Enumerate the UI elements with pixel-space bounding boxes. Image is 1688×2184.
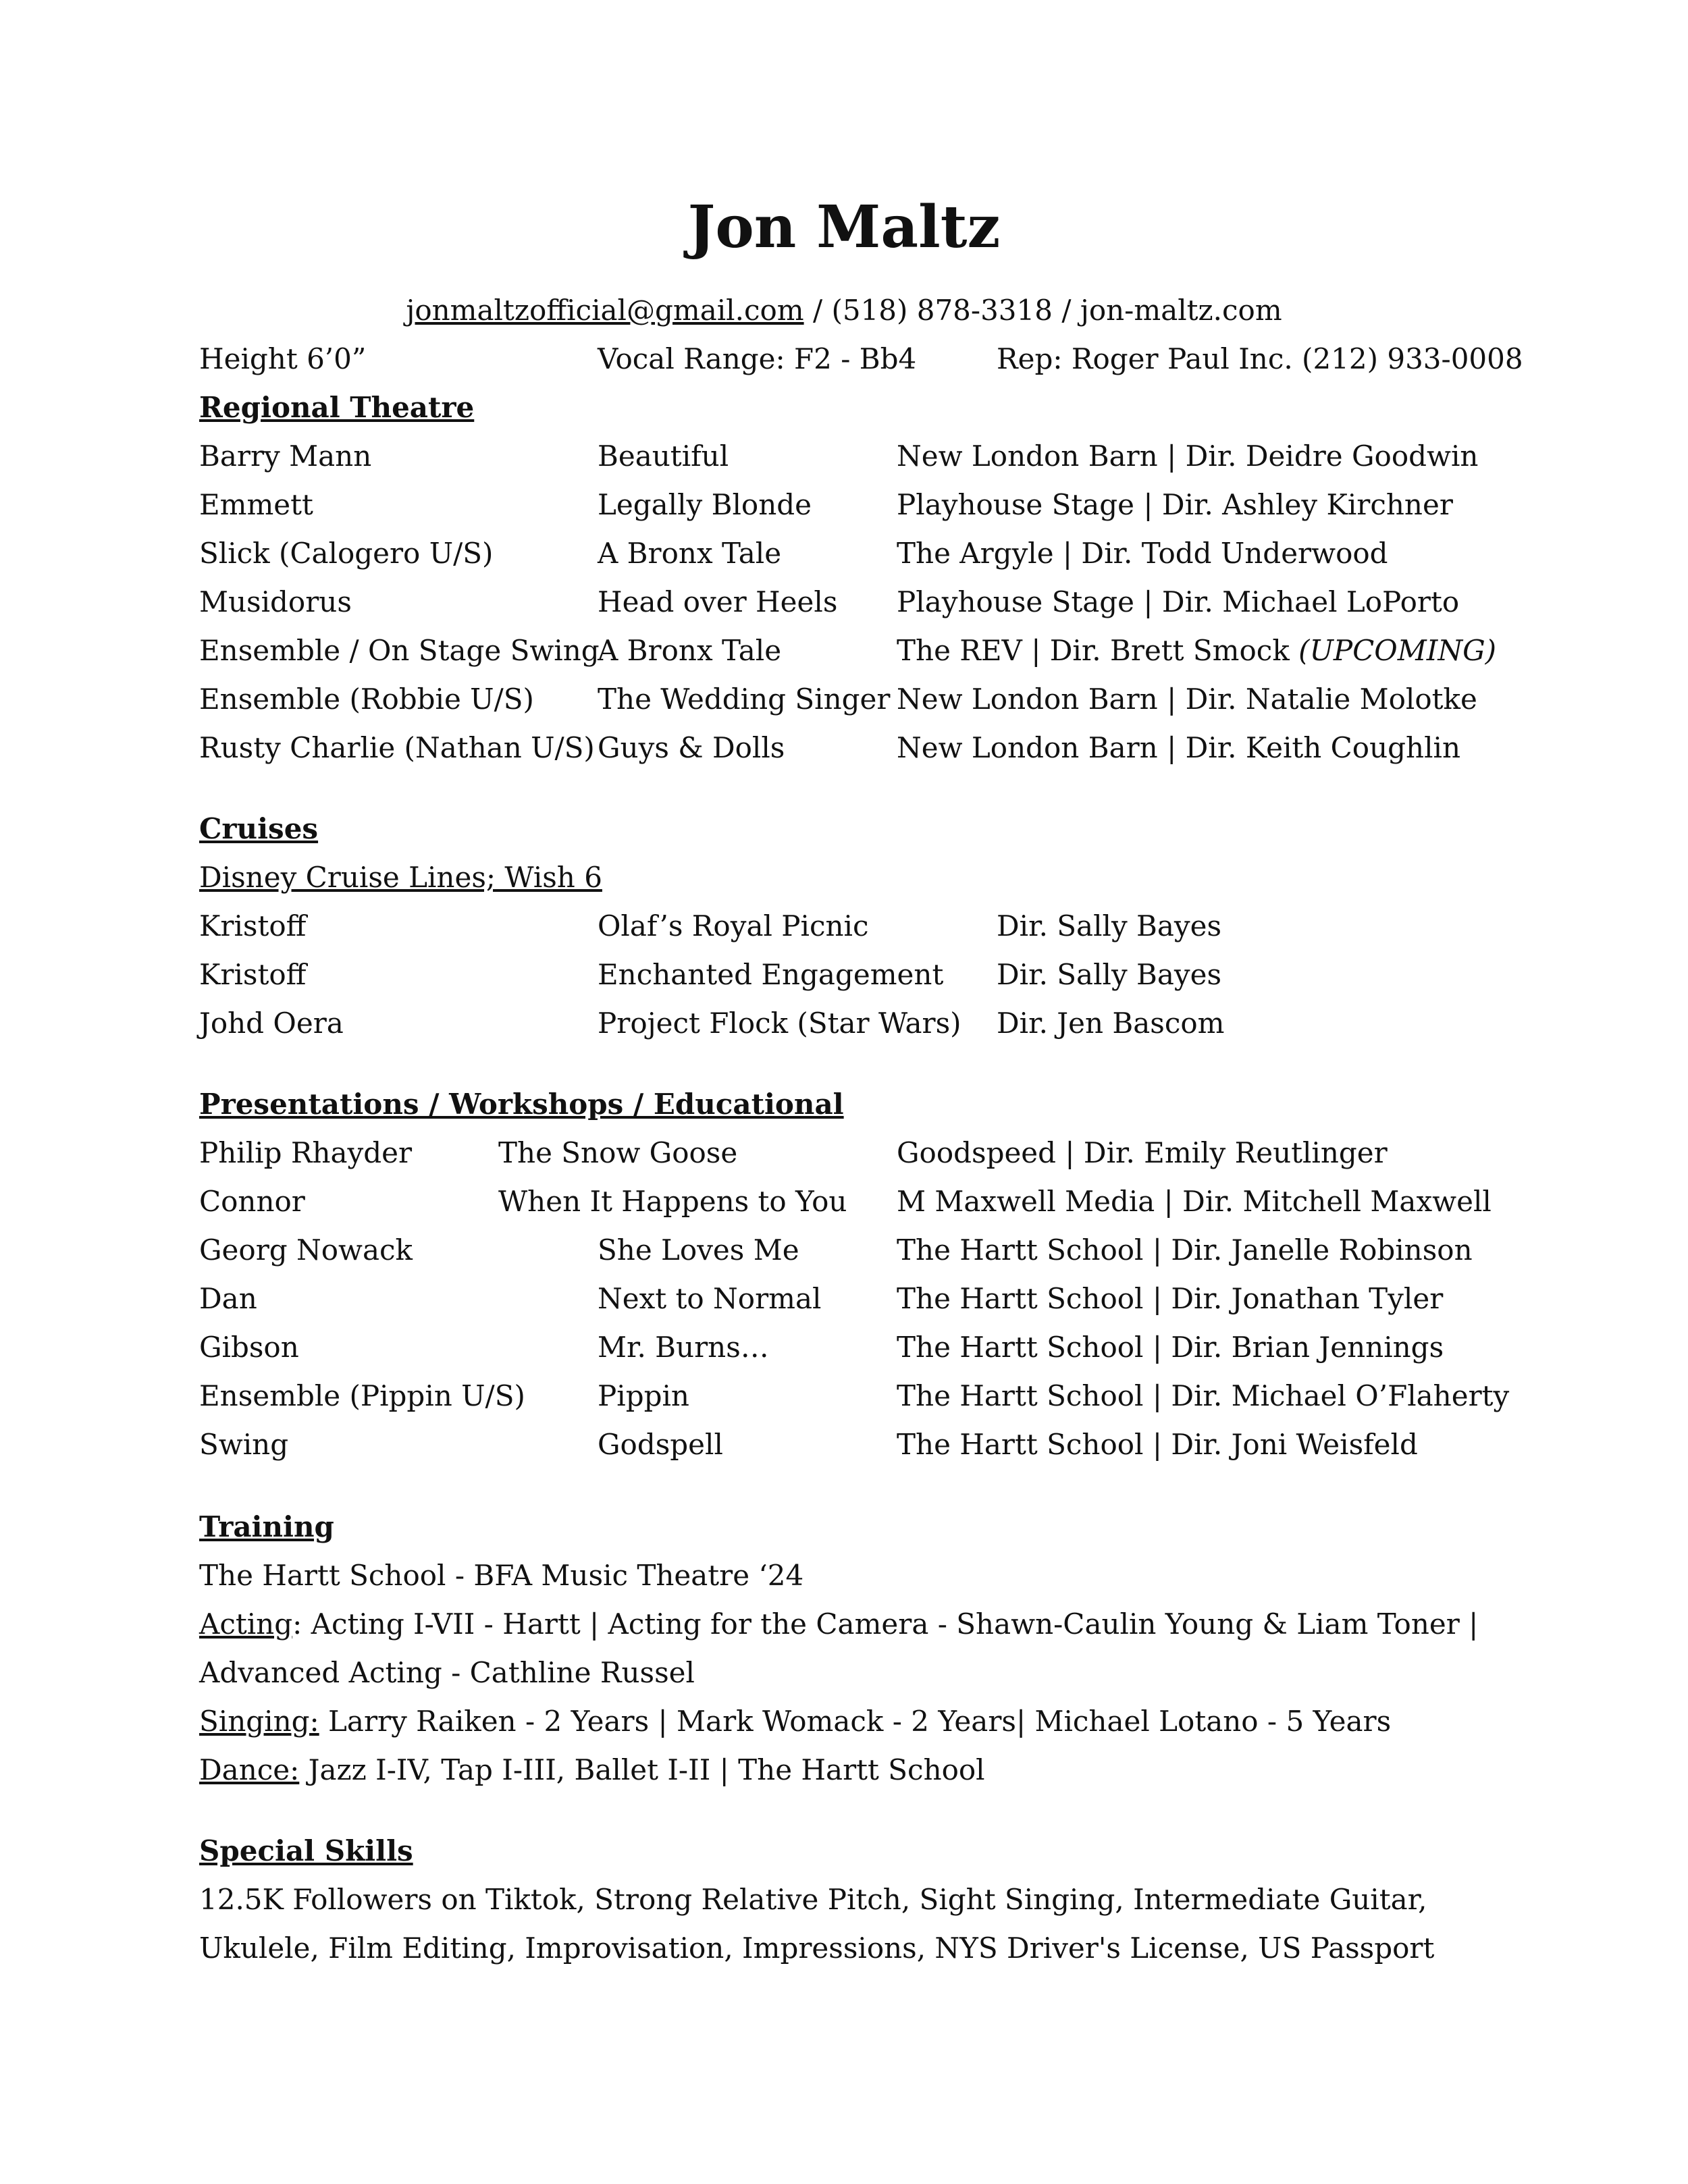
- credit-show: A Bronx Tale: [598, 634, 782, 667]
- credit-venue: The Hartt School | Dir. Jonathan Tyler: [897, 1282, 1444, 1315]
- credit-show: A Bronx Tale: [598, 537, 782, 570]
- credit-venue: Playhouse Stage | Dir. Ashley Kirchner: [897, 488, 1453, 521]
- credit-role: Johd Oera: [199, 1007, 344, 1040]
- dance-text: Jazz I-IV, Tap I-III, Ballet I-II | The Hartt School: [299, 1753, 985, 1786]
- credit-role: Ensemble (Robbie U/S): [199, 683, 534, 716]
- credit-show: Guys & Dolls: [598, 731, 785, 764]
- credit-venue-text: The REV | Dir. Brett Smock: [897, 634, 1299, 667]
- credit-venue: The Hartt School | Dir. Michael O’Flaherty: [897, 1379, 1510, 1412]
- cruise-line-subheading: Disney Cruise Lines; Wish 6: [199, 861, 602, 894]
- credit-role: Ensemble (Pippin U/S): [199, 1379, 525, 1412]
- training-school: The Hartt School - BFA Music Theatre ‘24: [199, 1559, 804, 1592]
- acting-text: : Acting I-VII - Hartt | Acting for the Camera - Shawn-Caulin Young & Liam Toner | Advanced Acting - Cathline Russel: [199, 1607, 1479, 1689]
- credit-show: Project Flock (Star Wars): [598, 1007, 961, 1040]
- dance-label: Dance:: [199, 1753, 300, 1786]
- singing-label: Singing:: [199, 1705, 319, 1738]
- resume-name: Jon Maltz: [687, 193, 1001, 261]
- credit-venue: The Hartt School | Dir. Brian Jennings: [897, 1331, 1444, 1364]
- credit-role: Kristoff: [199, 958, 307, 991]
- training-dance: [199, 1746, 985, 1794]
- credit-director: Dir. Jen Bascom: [997, 1007, 1225, 1040]
- credit-role: Kristoff: [199, 909, 307, 942]
- rep-stat: Rep: Roger Paul Inc. (212) 933-0008: [997, 342, 1523, 375]
- credit-role: Barry Mann: [199, 440, 372, 473]
- credit-show: Mr. Burns…: [598, 1331, 769, 1364]
- credit-show: Next to Normal: [598, 1282, 822, 1315]
- credit-show: She Loves Me: [598, 1233, 799, 1267]
- credit-director: Dir. Sally Bayes: [997, 958, 1222, 991]
- upcoming-note: (UPCOMING): [1298, 634, 1497, 667]
- credit-role: Georg Nowack: [199, 1233, 413, 1267]
- credit-venue: New London Barn | Dir. Natalie Molotke: [897, 683, 1477, 716]
- acting-label: Acting: [199, 1607, 293, 1641]
- credit-venue: Playhouse Stage | Dir. Michael LoPorto: [897, 585, 1460, 618]
- credit-venue: New London Barn | Dir. Keith Coughlin: [897, 731, 1460, 764]
- credit-show: Head over Heels: [598, 585, 838, 618]
- credit-show: Pippin: [598, 1379, 689, 1412]
- training-acting: [199, 1600, 1496, 1697]
- credit-show: Enchanted Engagement: [598, 958, 944, 991]
- credit-role: Philip Rhayder: [199, 1136, 413, 1169]
- section-heading-regional: Regional Theatre: [199, 391, 475, 424]
- contact-line: [0, 286, 1688, 335]
- skills-text: 12.5K Followers on Tiktok, Strong Relative Pitch, Sight Singing, Intermediate Guitar, Ukulele, Film Editing, Improvisation, Impressions, NYS Driver's License, US Passport: [199, 1883, 1435, 1965]
- credit-show: Godspell: [598, 1428, 723, 1461]
- credit-role: Musidorus: [199, 585, 352, 618]
- credit-venue: New London Barn | Dir. Deidre Goodwin: [897, 440, 1479, 473]
- credit-show: The Wedding Singer: [598, 683, 891, 716]
- email-link[interactable]: jonmaltzofficial@gmail.com: [406, 294, 804, 327]
- section-heading-presentations: Presentations / Workshops / Educational: [199, 1088, 844, 1121]
- credit-venue: Goodspeed | Dir. Emily Reutlinger: [897, 1136, 1388, 1169]
- credit-role: Dan: [199, 1282, 257, 1315]
- credit-show: The Snow Goose: [498, 1136, 738, 1169]
- credit-show: Olaf’s Royal Picnic: [598, 909, 869, 942]
- credit-role: Gibson: [199, 1331, 299, 1364]
- credit-role: Ensemble / On Stage Swing: [199, 634, 600, 667]
- credit-show: Legally Blonde: [598, 488, 812, 521]
- credit-director: Dir. Sally Bayes: [997, 909, 1222, 942]
- credit-venue: The Argyle | Dir. Todd Underwood: [897, 537, 1388, 570]
- credit-venue: The Hartt School | Dir. Janelle Robinson: [897, 1233, 1473, 1267]
- credit-venue: The Hartt School | Dir. Joni Weisfeld: [897, 1428, 1418, 1461]
- vocal-range-stat: Vocal Range: F2 - Bb4: [598, 342, 917, 375]
- training-singing: [199, 1697, 1391, 1746]
- singing-text: Larry Raiken - 2 Years | Mark Womack - 2 Years| Michael Lotano - 5 Years: [319, 1705, 1392, 1738]
- credit-role: Connor: [199, 1185, 305, 1218]
- height-stat: Height 6’0”: [199, 342, 367, 375]
- section-heading-training: Training: [199, 1510, 334, 1543]
- section-heading-cruises: Cruises: [199, 812, 319, 845]
- credit-role: Rusty Charlie (Nathan U/S): [199, 731, 595, 764]
- credit-venue: M Maxwell Media | Dir. Mitchell Maxwell: [897, 1185, 1492, 1218]
- credit-show: Beautiful: [598, 440, 729, 473]
- credit-role: Swing: [199, 1428, 289, 1461]
- credit-venue: [897, 627, 1496, 675]
- credit-role: Emmett: [199, 488, 313, 521]
- credit-role: Slick (Calogero U/S): [199, 537, 494, 570]
- credit-show: When It Happens to You: [498, 1185, 847, 1218]
- contact-details: / (518) 878-3318 / jon-maltz.com: [803, 294, 1282, 327]
- section-heading-skills: Special Skills: [199, 1834, 413, 1867]
